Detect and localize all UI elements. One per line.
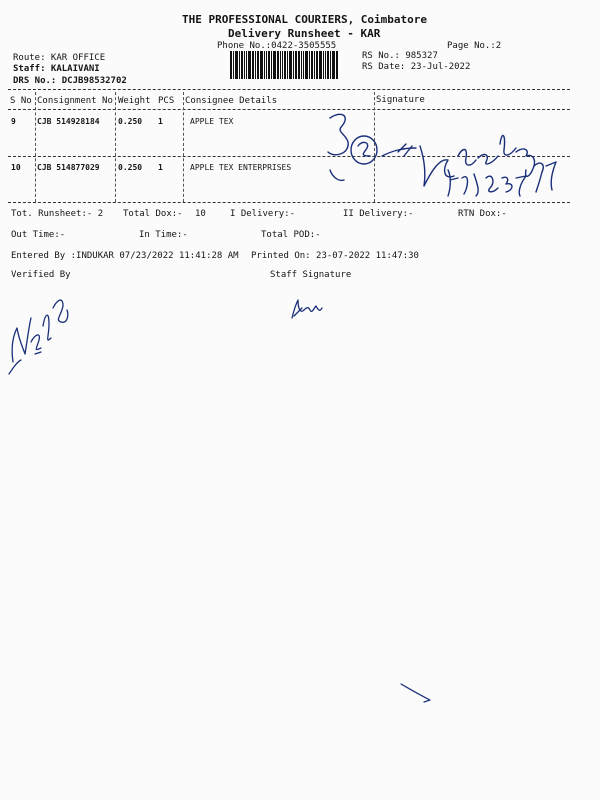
handwritten-signature <box>320 100 570 200</box>
route: Route: KAR OFFICE <box>13 53 106 63</box>
col-header-consignee: Consignee Details <box>185 96 278 106</box>
table-top-rule <box>8 89 570 90</box>
printed-on: Printed On: 23-07-2022 11:47:30 <box>251 251 419 261</box>
col-header-consignment: Consignment No <box>37 96 113 106</box>
barcode <box>230 51 353 79</box>
rs-number: RS No.: 985327 <box>362 51 438 61</box>
row-weight: 0.250 <box>118 163 143 172</box>
col-header-weight: Weight <box>118 96 151 106</box>
row-consignee: APPLE TEX ENTERPRISES <box>190 163 292 172</box>
out-time: Out Time:- <box>11 230 66 240</box>
column-divider <box>183 92 184 202</box>
verified-by-label: Verified By <box>11 270 71 280</box>
row-pcs: 1 <box>158 163 163 172</box>
company-name: THE PROFESSIONAL COURIERS, Coimbatore <box>182 13 428 26</box>
document-title: Delivery Runsheet - KAR <box>228 27 381 40</box>
col-header-signature: Signature <box>376 95 425 105</box>
stray-pen-mark <box>398 680 434 704</box>
column-divider <box>115 92 116 202</box>
entered-by: Entered By :INDUKAR 07/23/2022 11:41:28 AM <box>11 251 239 261</box>
total-runsheet: Tot. Runsheet:- 2 <box>11 209 104 219</box>
row-weight: 0.250 <box>118 117 143 126</box>
rs-date: RS Date: 23-Jul-2022 <box>362 62 471 72</box>
col-header-pcs: PCS <box>158 96 175 106</box>
row-sno: 9 <box>11 117 16 126</box>
rtn-dox: RTN Dox:- <box>458 209 507 219</box>
in-time: In Time:- <box>139 230 188 240</box>
verifier-signature <box>5 282 85 377</box>
row-consignment: CJB 514928184 <box>37 117 100 126</box>
row-sno: 10 <box>11 163 21 172</box>
staff-signature-label: Staff Signature <box>270 270 352 280</box>
phone-number: Phone No.:0422-3505555 <box>217 41 337 51</box>
page-number: Page No.:2 <box>447 41 502 51</box>
drs-number: DRS No.: DCJB98532702 <box>13 76 127 86</box>
ii-delivery: II Delivery:- <box>343 209 414 219</box>
staff: Staff: KALAIVANI <box>13 64 100 74</box>
col-header-sno: S No <box>10 96 32 106</box>
table-bottom-rule <box>8 202 570 203</box>
i-delivery: I Delivery:- <box>230 209 296 219</box>
total-dox-label: Total Dox:- <box>123 209 183 219</box>
row-consignment: CJB 514877029 <box>37 163 100 172</box>
total-dox-value: 10 <box>195 209 206 219</box>
row-consignee: APPLE TEX <box>190 117 234 126</box>
staff-signature <box>288 296 324 322</box>
total-pod: Total POD:- <box>261 230 321 240</box>
row-pcs: 1 <box>158 117 163 126</box>
column-divider <box>35 92 36 202</box>
